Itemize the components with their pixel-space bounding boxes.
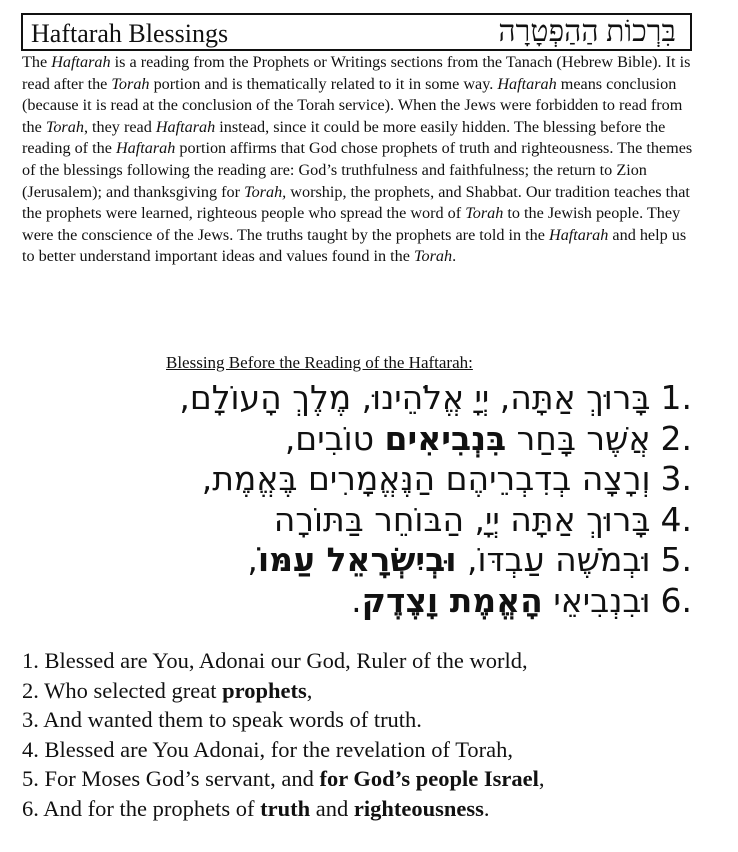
hebrew-line [179, 419, 692, 460]
intro-text: Torah [111, 74, 150, 93]
english-segment: prophets [222, 677, 307, 703]
hebrew-text [285, 419, 651, 460]
hebrew-text [274, 500, 651, 541]
hebrew-line [179, 459, 692, 500]
english-segment: 4. Blessed are You Adonai, for the revelation of Torah, [22, 736, 514, 762]
english-translation [22, 646, 544, 823]
intro-text: portion affirms that God chose prophets of truth and righteousness. The themes of the blessings following the reading are: God’s truthfulness and faithfulness; the return to Zion (Jerusalem); and thanksgiving for [22, 139, 693, 201]
line-number: 4. [660, 499, 692, 539]
hebrew-line [179, 540, 692, 581]
english-segment: 5. For Moses God’s servant, and [22, 766, 320, 791]
hebrew-segment: וְרָצָה בְדִבְרֵיהֶם הַנֶּאֱמָרִים בֶּאֱמֶת, [201, 459, 651, 498]
english-segment: 3. And wanted them to speak words of truth. [22, 707, 422, 732]
hebrew-segment: , [247, 540, 258, 579]
intro-text: , they read [83, 117, 156, 136]
intro-text: Torah [414, 247, 453, 266]
hebrew-segment: טוֹבִים, [284, 418, 385, 458]
intro-text: is a reading from the Prophets or Writings sections from the Tanach (Hebrew Bible). It is read after the [22, 53, 691, 93]
hebrew-segment: וּבִנְבִיאֵי [542, 580, 651, 620]
title-english: Haftarah Blessings [31, 19, 229, 48]
english-segment: 6. And for the prophets of [22, 795, 261, 821]
english-segment: 2. Who selected great [22, 677, 223, 703]
hebrew-segment: בִּנְבִיאִים [384, 418, 507, 458]
intro-paragraph [22, 52, 698, 268]
intro-text: Haftarah [497, 74, 557, 93]
hebrew-line [179, 581, 692, 622]
line-number: 3. [660, 459, 692, 498]
intro-text: Haftarah [51, 53, 111, 71]
hebrew-segment: בָּרוּךְ אַתָּה יְיָ, הַבּוֹחֵר בַּתּוֹרָה [273, 499, 651, 539]
english-line [22, 676, 544, 706]
english-line [22, 764, 544, 794]
english-segment: and [310, 795, 354, 821]
english-segment: truth [260, 795, 311, 821]
intro-text: to the Jewish people. They were the conscience of the Jews. The truths taught by the prophets are told in the [22, 204, 681, 244]
english-line [22, 646, 544, 676]
english-segment: . [483, 795, 490, 821]
intro-text: . [452, 247, 457, 266]
english-line [22, 735, 544, 765]
english-line [22, 794, 544, 824]
intro-text: Torah [465, 204, 504, 223]
hebrew-line [179, 500, 692, 541]
title-box [21, 13, 692, 51]
line-number: 1. [660, 378, 692, 417]
intro-text: Torah, [244, 182, 287, 201]
english-segment: , [306, 677, 313, 703]
hebrew-text [202, 459, 651, 500]
english-segment: righteousness [353, 795, 484, 821]
english-segment: , [538, 766, 545, 791]
hebrew-blessing [179, 378, 692, 621]
hebrew-text [247, 540, 650, 581]
english-segment: for God’s people Israel [319, 766, 539, 791]
title-hebrew: בִּרְכוֹת הַהַפְטָרָה [498, 15, 676, 48]
intro-text: and help us to better understand important ideas and values found in the [22, 225, 687, 266]
intro-text: Haftarah [115, 139, 176, 158]
hebrew-text [179, 378, 650, 419]
intro-text: instead, since it could be more easily hidden. The blessing before the reading of the [22, 117, 666, 158]
hebrew-segment: וּבְיִשְׂרָאֵל עַמּוֹ [257, 540, 457, 579]
intro-text: Haftarah [549, 225, 609, 244]
hebrew-segment: . [351, 580, 362, 620]
hebrew-segment: הָאֱמֶת וָצֶדֶק [361, 580, 543, 620]
intro-text: Haftarah [155, 117, 216, 136]
line-number: 5. [660, 540, 692, 579]
intro-text: portion and is thematically related to it in some way. [149, 74, 498, 93]
intro-text: Torah [45, 117, 84, 136]
intro-text: The [22, 53, 52, 71]
subheading: Blessing Before the Reading of the Haftarah: [166, 353, 473, 372]
line-number: 2. [660, 418, 692, 458]
hebrew-segment: בָּרוּךְ אַתָּה, יְיָ אֱלֹהֵינוּ, מֶלֶךְ הָעוֹלָם, [179, 378, 651, 417]
line-number: 6. [660, 580, 692, 620]
intro-text: means conclusion (because it is read at the conclusion of the Torah service). When the Jews were forbidden to read from the [22, 74, 683, 136]
hebrew-segment: אֲשֶׁר בָּחַר [506, 418, 651, 458]
hebrew-text [351, 581, 650, 622]
english-line [22, 705, 544, 735]
intro-text: worship, the prophets, and Shabbat. Our tradition teaches that the prophets were learned, righteous people who spread the word of [22, 182, 690, 223]
english-segment: 1. Blessed are You, Adonai our God, Ruler of the world, [22, 648, 528, 673]
hebrew-segment: וּבְמֹשֶׁה עַבְדּוֹ, [456, 540, 651, 579]
hebrew-line [179, 378, 692, 419]
